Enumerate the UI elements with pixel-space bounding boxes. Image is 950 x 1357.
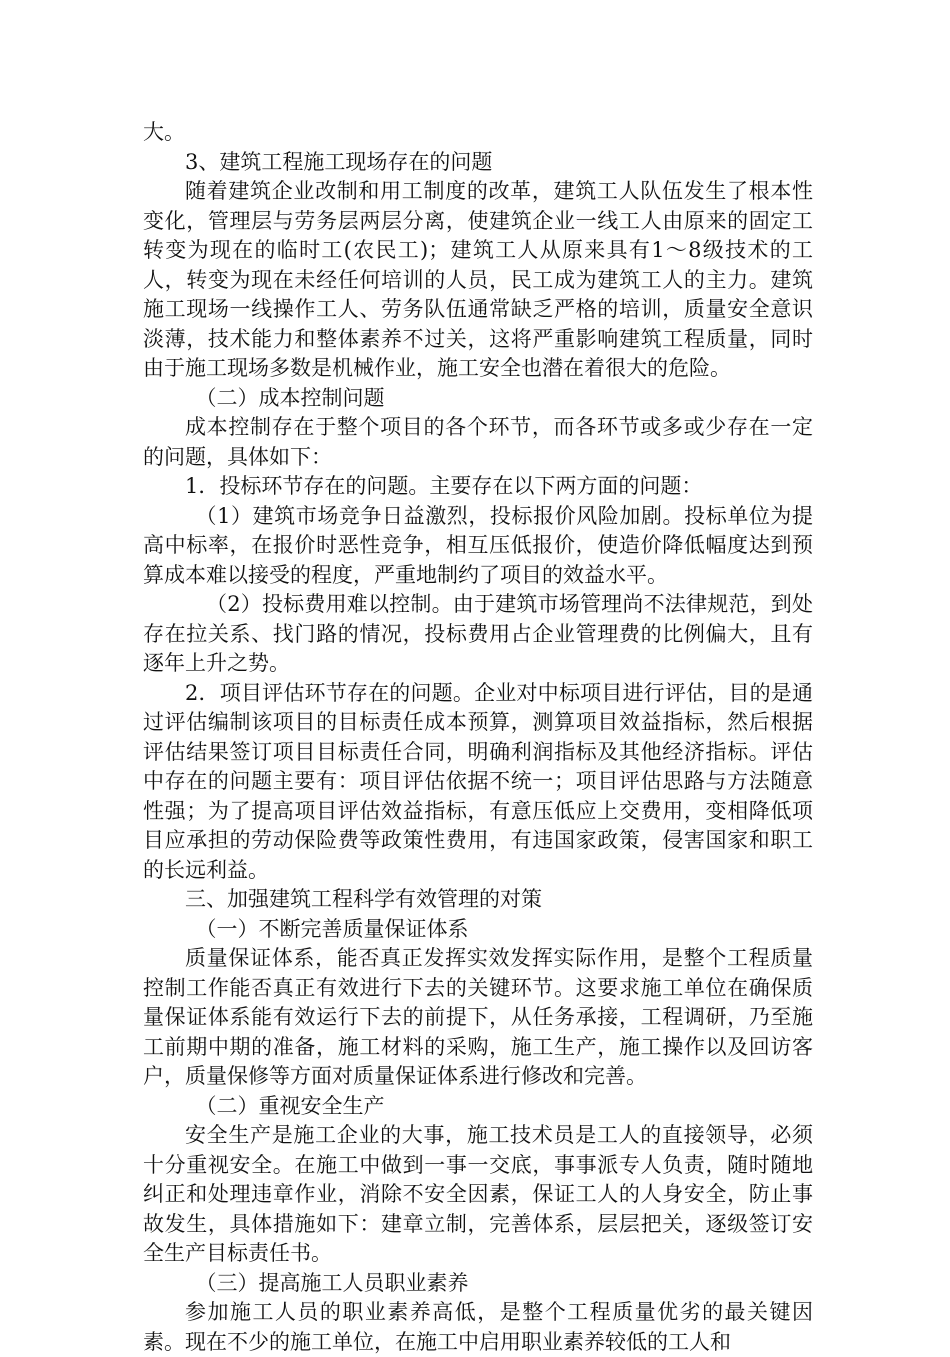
section-heading: 三、加强建筑工程科学有效管理的对策: [185, 887, 542, 911]
paragraph: 大。: [143, 120, 185, 144]
paragraph: （1）建筑市场竞争日益激烈，投标报价风险加剧。投标单位为提高中标率，在报价时恶性竞争，相互压低报价，使造价降低幅度达到预算成本难以接受的程度，严重地制约了项目的效益水平。: [143, 503, 813, 587]
paragraph: 安全生产是施工企业的大事，施工技术员是工人的直接领导，必须十分重视安全。在施工中做到一事一交底，事事派专人负责，随时随地纠正和处理违章作业，消除不安全因素，保证工人的人身安全，防止事故发生，具体措施如下：建章立制，完善体系，层层把关，逐级签订安全生产目标责任书。: [143, 1123, 813, 1265]
section-heading: （二）重视安全生产: [195, 1093, 385, 1118]
paragraph: 随着建筑企业改制和用工制度的改革，建筑工人队伍发生了根本性变化，管理层与劳务层两层分离，使建筑企业一线工人由原来的固定工转变为现在的临时工(农民工)；建筑工人从原来具有1～8级技术的工人，转变为现在未经任何培训的人员，民工成为建筑工人的主力。建筑施工现场一线操作工人、劳务队伍通常缺乏严格的培训，质量安全意识淡薄，技术能力和整体素养不过关，这将严重影响建筑工程质量，同时由于施工现场多数是机械作业，施工安全也潜在着很大的危险。: [143, 179, 813, 380]
section-heading: （二）成本控制问题: [195, 385, 385, 410]
document-body: [143, 118, 813, 1357]
paragraph: 质量保证体系，能否真正发挥实效发挥实际作用，是整个工程质量控制工作能否真正有效进行下去的关键环节。这要求施工单位在确保质量保证体系能有效运行下去的前提下，从任务承接，工程调研，乃至施工前期中期的准备，施工材料的采购，施工生产，施工操作以及回访客户，质量保修等方面对质量保证体系进行修改和完善。: [143, 946, 813, 1088]
section-heading: （一）不断完善质量保证体系: [195, 916, 469, 941]
paragraph: 参加施工人员的职业素养高低，是整个工程质量优劣的最关键因素。现在不少的施工单位，在施工中启用职业素养较低的工人和: [143, 1300, 813, 1354]
section-heading: （三）提高施工人员职业素养: [195, 1270, 469, 1295]
paragraph: 成本控制存在于整个项目的各个环节，而各环节或多或少存在一定的问题，具体如下：: [143, 415, 813, 469]
section-heading: 3、建筑工程施工现场存在的问题: [185, 149, 493, 174]
paragraph: 2．项目评估环节存在的问题。企业对中标项目进行评估，目的是通过评估编制该项目的目标责任成本预算，测算项目效益指标，然后根据评估结果签订项目目标责任合同，明确利润指标及其他经济指标。评估中存在的问题主要有：项目评估依据不统一；项目评估思路与方法随意性强；为了提高项目评估效益指标，有意压低应上交费用，变相降低项目应承担的劳动保险费等政策性费用，有违国家政策，侵害国家和职工的长远利益。: [143, 680, 813, 882]
paragraph: （2）投标费用难以控制。由于建筑市场管理尚不法律规范，到处存在拉关系、找门路的情况，投标费用占企业管理费的比例偏大，且有逐年上升之势。: [143, 592, 813, 675]
paragraph: 1．投标环节存在的问题。主要存在以下两方面的问题：: [185, 474, 703, 498]
